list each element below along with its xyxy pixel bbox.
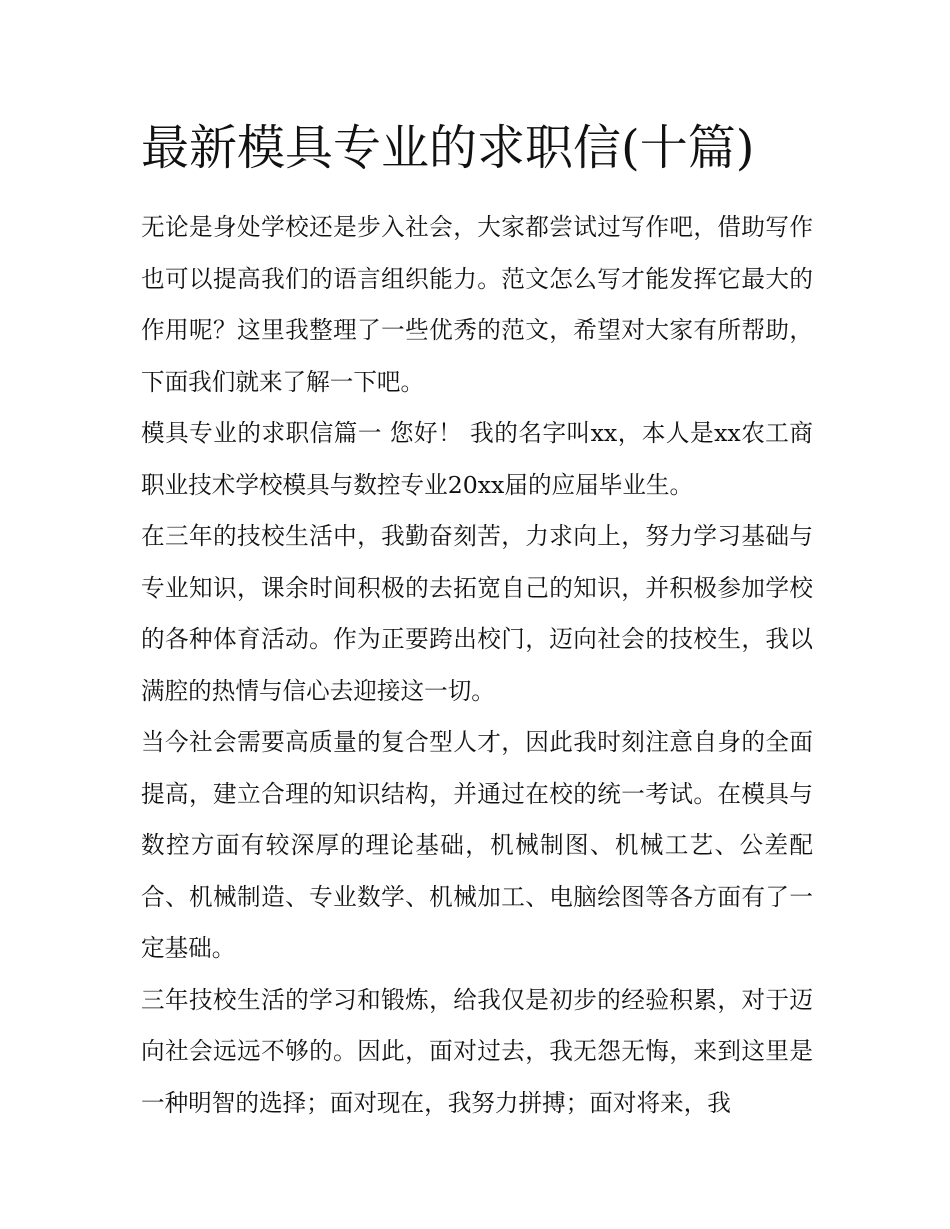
paragraph-school-life: 在三年的技校生活中，我勤奋刻苦，力求向上，努力学习基础与专业知识，课余时间积极的去拓宽自己的知识，并积极参加学校的各种体育活动。作为正要跨出校门，迈向社会的技校生，我以满腔的热情与信心去迎接这一切。 (141, 522, 813, 705)
paragraph-experience: 三年技校生活的学习和锻炼，给我仅是初步的经验积累，对于迈向社会远远不够的。因此，面对过去，我无怨无悔，来到这里是一种明智的选择；面对现在，我努力拼搏；面对将来，我 (141, 985, 813, 1117)
paragraph-intro: 无论是身处学校还是步入社会，大家都尝试过写作吧，借助写作也可以提高我们的语言组织能力。范文怎么写才能发挥它最大的作用呢？这里我整理了一些优秀的范文，希望对大家有所帮助，下面我们就来了解一下吧。 (141, 213, 813, 396)
document-title: 最新模具专业的求职信(十篇) (141, 120, 755, 176)
paragraph-greeting: 模具专业的求职信篇一 您好！ 我的名字叫xx，本人是xx农工商职业技术学校模具与数控专业20xx届的应届毕业生。 (141, 419, 813, 499)
document-page (141, 108, 813, 1129)
paragraph-knowledge: 当今社会需要高质量的复合型人才，因此我时刻注意自身的全面提高，建立合理的知识结构，并通过在校的统一考试。在模具与数控方面有较深厚的理论基础，机械制图、机械工艺、公差配合、机械制造、专业数学、机械加工、电脑绘图等各方面有了一定基础。 (141, 728, 813, 962)
